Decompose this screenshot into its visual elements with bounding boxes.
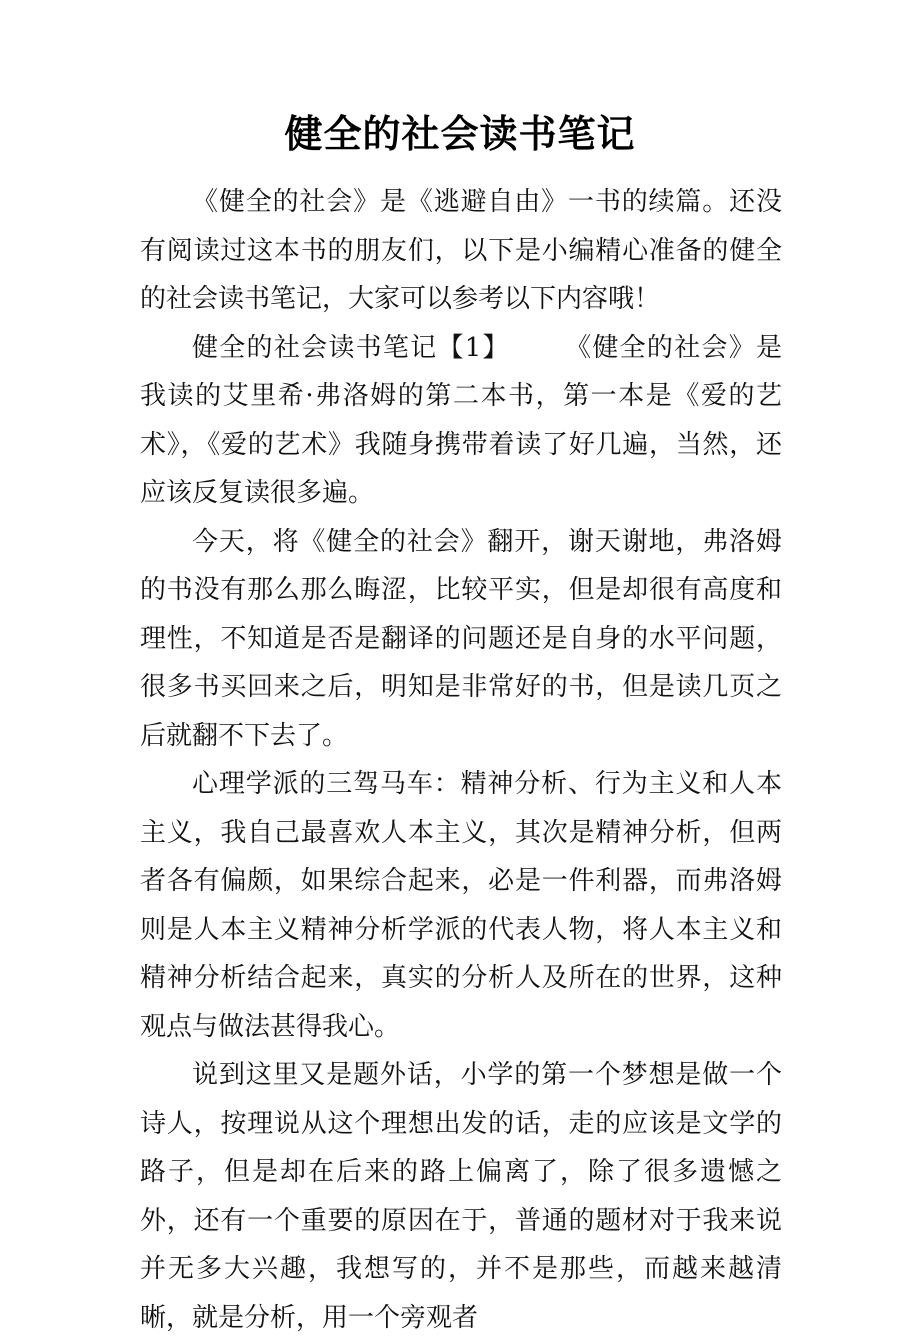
paragraph-digression: 说到这里又是题外话，小学的第一个梦想是做一个诗人，按理说从这个理想出发的话，走的应该是文学的路子，但是却在后来的路上偏离了，除了很多遗憾之外，还有一个重要的原因在于，普通的题材对于我来说并无多大兴趣，我想写的，并不是那些，而越来越清晰，就是分析，用一个旁观者 xyxy=(140,1060,782,1333)
document-body xyxy=(140,178,782,1342)
document-title: 健全的社会读书笔记 xyxy=(284,111,636,156)
paragraph-intro: 《健全的社会》是《逃避自由》一书的续篇。还没有阅读过这本书的朋友们，以下是小编精心准备的健全的社会读书笔记，大家可以参考以下内容哦！ xyxy=(140,187,782,314)
paragraph-today: 今天，将《健全的社会》翻开，谢天谢地，弗洛姆的书没有那么那么晦涩，比较平实，但是却很有高度和理性，不知道是否是翻译的问题还是自身的水平问题，很多书买回来之后，明知是非常好的书，但是读几页之后就翻不下去了。 xyxy=(140,526,782,751)
paragraph-psychology: 心理学派的三驾马车：精神分析、行为主义和人本主义，我自己最喜欢人本主义，其次是精神分析，但两者各有偏颇，如果综合起来，必是一件利器，而弗洛姆则是人本主义精神分析学派的代表人物，将人本主义和精神分析结合起来，真实的分析人及所在的世界，这种观点与做法甚得我心。 xyxy=(140,769,782,1042)
paragraph-section-1 xyxy=(140,324,782,518)
section-heading: 健全的社会读书笔记【1】 xyxy=(192,332,510,363)
paragraph-section-1-text: 《健全的社会》是我读的艾里希·弗洛姆的第二本书，第一本是《爱的艺术》，《爱的艺术》我随身携带着读了好几遍，当然，还应该反复读很多遍。 xyxy=(140,332,782,508)
